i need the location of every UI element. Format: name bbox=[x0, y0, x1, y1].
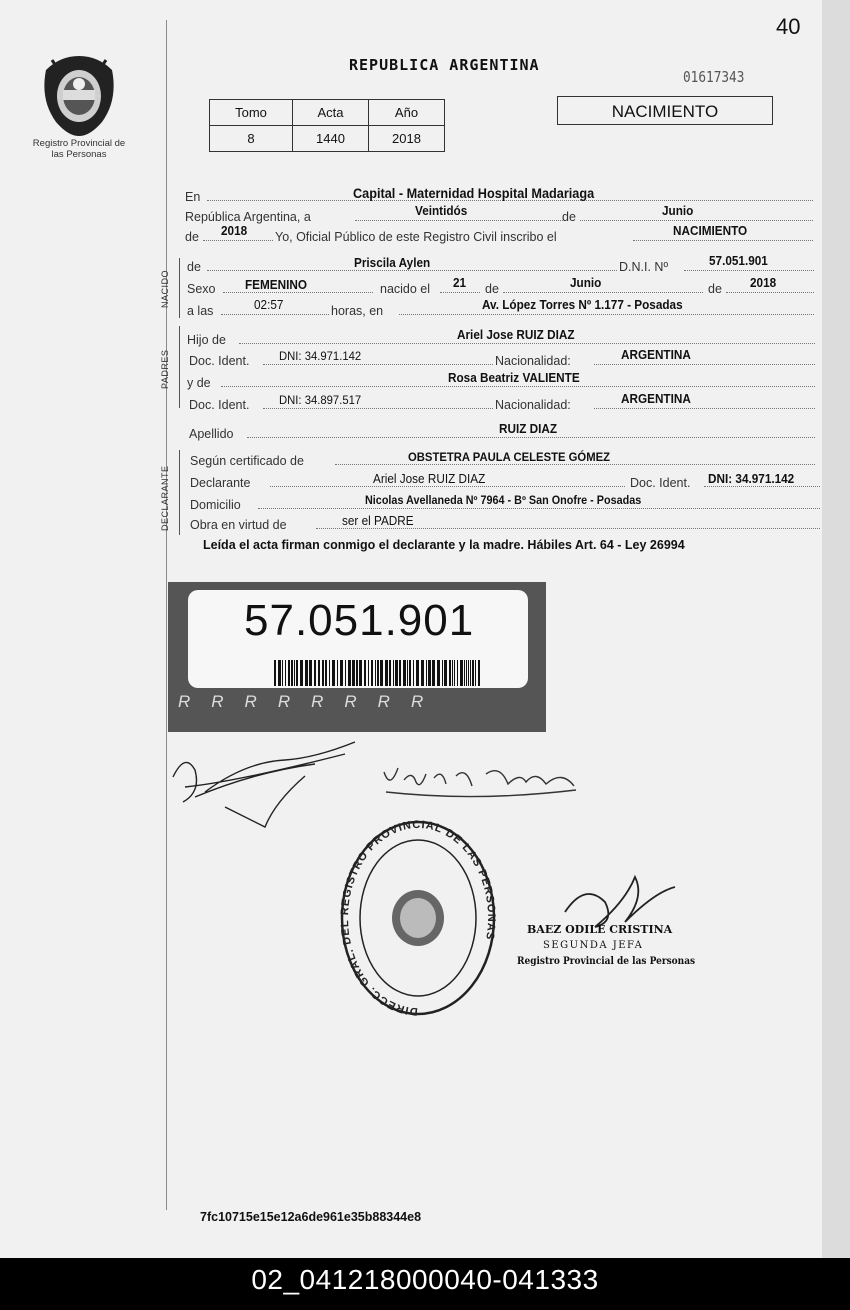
label-de-anio: de bbox=[185, 230, 199, 244]
field-madre-doc bbox=[189, 394, 815, 412]
value-dia-letras: Veintidós bbox=[415, 204, 468, 218]
page-edge bbox=[822, 0, 850, 1258]
dotted-line bbox=[221, 314, 329, 315]
value-padre-nac: ARGENTINA bbox=[621, 348, 691, 362]
dotted-line bbox=[263, 364, 493, 365]
signer-office: Registro Provincial de las Personas bbox=[517, 956, 696, 967]
anio-header: Año bbox=[369, 100, 445, 126]
dotted-line bbox=[335, 464, 815, 465]
dotted-line bbox=[270, 486, 625, 487]
label-de-anio-nac: de bbox=[708, 282, 722, 296]
side-bracket bbox=[179, 326, 180, 408]
label-apellido: Apellido bbox=[189, 427, 234, 441]
sticker-dni-number: 57.051.901 bbox=[244, 596, 475, 645]
dotted-line bbox=[223, 292, 373, 293]
side-bracket bbox=[179, 258, 180, 318]
acta-value: 1440 bbox=[293, 126, 369, 152]
label-hijo-de: Hijo de bbox=[187, 333, 226, 347]
field-obra bbox=[190, 514, 820, 532]
dotted-line bbox=[580, 220, 813, 221]
field-certificado bbox=[190, 450, 815, 468]
official-seal-stamp bbox=[338, 818, 498, 1018]
side-label-padres: PADRES bbox=[160, 349, 170, 389]
closing-statement: Leída el acta firman conmigo el declarante y la madre. Hábiles Art. 64 - Ley 26994 bbox=[203, 538, 685, 552]
side-label-declarante: DECLARANTE bbox=[160, 465, 170, 531]
value-madre-doc: DNI: 34.897.517 bbox=[279, 393, 362, 407]
value-anio-nac: 2018 bbox=[750, 276, 777, 290]
signer-name: BAEZ ODILE CRISTINA bbox=[527, 923, 673, 936]
dotted-line bbox=[399, 314, 814, 315]
field-nombre bbox=[187, 256, 814, 274]
field-sexo-fecha bbox=[187, 278, 814, 296]
svg-text:DIRECC. GRAL. DEL REGISTRO PRO: DIRECC. GRAL. DEL REGISTRO PROVINCIAL DE LAS PERSONAS bbox=[339, 818, 498, 1018]
dotted-line bbox=[594, 408, 815, 409]
label-doc-ident-3: Doc. Ident. bbox=[630, 476, 691, 490]
margin-line bbox=[166, 20, 167, 1210]
value-madre: Rosa Beatriz VALIENTE bbox=[448, 371, 580, 385]
field-hora-lugar bbox=[187, 300, 814, 318]
value-domicilio: Nicolas Avellaneda Nº 7964 - Bº San Onofre - Posadas bbox=[365, 495, 642, 507]
label-doc-ident-2: Doc. Ident. bbox=[189, 398, 250, 412]
field-lugar bbox=[185, 186, 813, 204]
tomo-value: 8 bbox=[210, 126, 293, 152]
label-a-las: a las bbox=[187, 304, 214, 318]
declarant-signature bbox=[165, 732, 375, 832]
dotted-line bbox=[503, 292, 703, 293]
serial-number: 01617343 bbox=[683, 68, 745, 86]
dotted-line bbox=[316, 528, 820, 529]
field-declarante bbox=[190, 472, 820, 490]
barcode bbox=[274, 660, 484, 686]
value-declarante-doc: DNI: 34.971.142 bbox=[708, 472, 795, 486]
tomo-header: Tomo bbox=[210, 100, 293, 126]
dotted-line bbox=[247, 437, 815, 438]
dotted-line bbox=[203, 240, 273, 241]
field-fecha-inscripcion bbox=[185, 206, 813, 224]
value-anio: 2018 bbox=[221, 224, 248, 238]
field-madre bbox=[187, 372, 815, 390]
field-apellido bbox=[189, 423, 815, 441]
label-doc-ident-1: Doc. Ident. bbox=[189, 354, 250, 368]
label-y-de: y de bbox=[187, 376, 211, 390]
label-de-nombre: de bbox=[187, 260, 201, 274]
label-horas-en: horas, en bbox=[331, 304, 384, 318]
dotted-line bbox=[239, 343, 815, 344]
province-shield-logo bbox=[38, 50, 120, 138]
label-oficial: Yo, Oficial Público de este Registro Civil inscribo el bbox=[275, 230, 557, 244]
value-mes-nac: Junio bbox=[570, 276, 602, 290]
field-domicilio bbox=[190, 494, 820, 512]
logo-caption: Registro Provincial de las Personas bbox=[32, 138, 126, 160]
act-type-box: NACIMIENTO bbox=[557, 96, 773, 125]
value-padre-doc: DNI: 34.971.142 bbox=[279, 349, 362, 363]
signer-role: SEGUNDA JEFA bbox=[543, 940, 644, 951]
value-lugar-nac: Av. López Torres Nº 1.177 - Posadas bbox=[482, 298, 683, 312]
document-hash: 7fc10715e15e12a6de961e35b88344e8 bbox=[200, 1210, 422, 1224]
field-padre bbox=[187, 329, 815, 347]
dotted-line bbox=[258, 508, 820, 509]
dotted-line bbox=[207, 270, 617, 271]
sticker-pattern: RRRRRRRR bbox=[178, 692, 445, 711]
dotted-line bbox=[355, 220, 565, 221]
side-bracket bbox=[179, 450, 180, 535]
side-label-nacido: NACIDO bbox=[160, 269, 170, 308]
document-title: REPUBLICA ARGENTINA bbox=[349, 56, 540, 74]
handwritten-note bbox=[376, 750, 586, 802]
label-obra: Obra en virtud de bbox=[190, 518, 287, 532]
label-nacido-el: nacido el bbox=[380, 282, 431, 296]
field-oficial bbox=[185, 226, 813, 244]
value-dia-nac: 21 bbox=[453, 276, 467, 290]
value-padre: Ariel Jose RUIZ DIAZ bbox=[457, 328, 575, 342]
value-obra: ser el PADRE bbox=[342, 514, 414, 528]
registry-table bbox=[209, 99, 445, 152]
sticker-label-area bbox=[188, 590, 528, 688]
dni-sticker bbox=[168, 582, 546, 732]
file-identifier-footer: 02_041218000040-041333 bbox=[0, 1258, 850, 1310]
value-madre-nac: ARGENTINA bbox=[621, 392, 691, 406]
value-certificado: OBSTETRA PAULA CELESTE GÓMEZ bbox=[408, 450, 611, 464]
value-hora: 02:57 bbox=[254, 298, 284, 312]
page-number: 40 bbox=[776, 14, 801, 39]
dotted-line bbox=[726, 292, 814, 293]
acta-header: Acta bbox=[293, 100, 369, 126]
dotted-line bbox=[684, 270, 814, 271]
value-nombre: Priscila Aylen bbox=[354, 256, 431, 270]
label-de: de bbox=[562, 210, 576, 224]
dotted-line bbox=[594, 364, 815, 365]
field-padre-doc bbox=[189, 350, 815, 368]
label-sexo: Sexo bbox=[187, 282, 216, 296]
value-mes: Junio bbox=[662, 204, 694, 218]
label-declarante: Declarante bbox=[190, 476, 251, 490]
dotted-line bbox=[440, 292, 480, 293]
anio-value: 2018 bbox=[369, 126, 445, 152]
value-dni: 57.051.901 bbox=[709, 254, 768, 268]
value-lugar: Capital - Maternidad Hospital Madariaga bbox=[353, 186, 595, 201]
label-republica: República Argentina, a bbox=[185, 210, 311, 224]
label-en: En bbox=[185, 190, 201, 204]
dotted-line bbox=[221, 386, 815, 387]
value-sexo: FEMENINO bbox=[245, 278, 308, 292]
label-segun: Según certificado de bbox=[190, 454, 304, 468]
value-apellido: RUIZ DIAZ bbox=[499, 422, 558, 436]
value-tipo-inscripcion: NACIMIENTO bbox=[673, 224, 748, 238]
label-nacionalidad-1: Nacionalidad: bbox=[495, 354, 571, 368]
label-domicilio: Domicilio bbox=[190, 498, 241, 512]
label-dni: D.N.I. Nº bbox=[619, 260, 669, 274]
dotted-line bbox=[633, 240, 813, 241]
value-declarante: Ariel Jose RUIZ DIAZ bbox=[373, 472, 486, 486]
dotted-line bbox=[704, 486, 820, 487]
label-nacionalidad-2: Nacionalidad: bbox=[495, 398, 571, 412]
label-de-mes: de bbox=[485, 282, 499, 296]
dotted-line bbox=[263, 408, 493, 409]
